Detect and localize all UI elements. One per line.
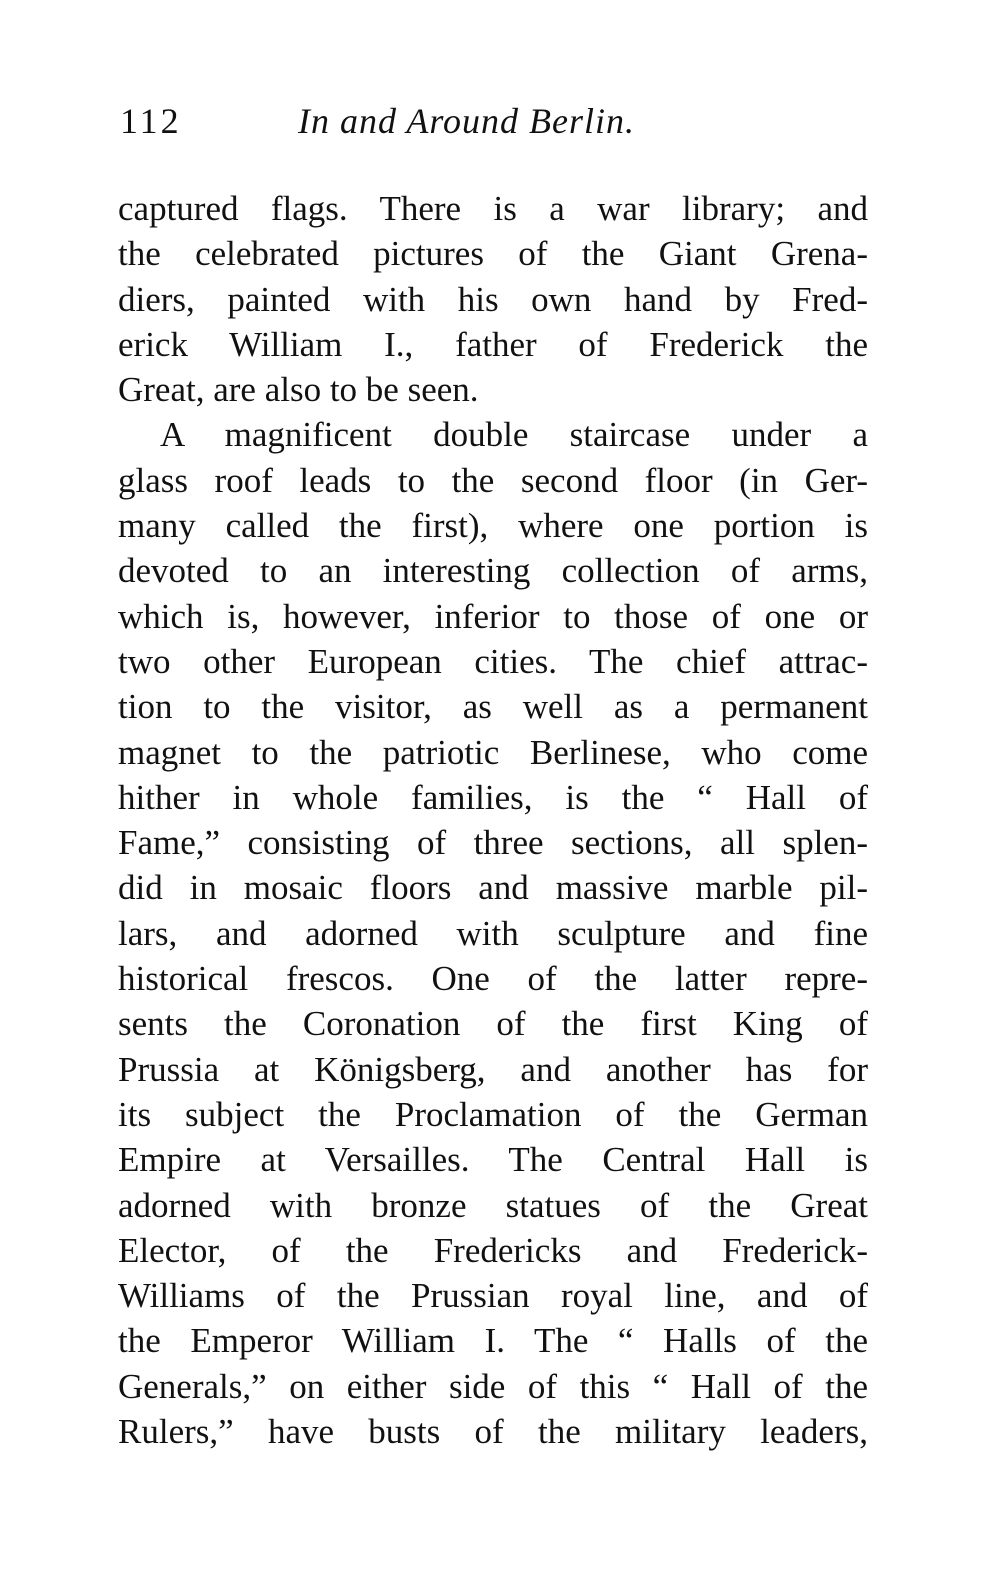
text-line: captured flags. There is a war library; and [118,189,868,228]
paragraph-2 [118,412,868,1454]
text-line: devoted to an interesting collection of arms, [118,551,868,591]
text-line: glass roof leads to the second floor (in Ger- [118,460,868,500]
text-line: which is, however, inferior to those of one or [118,596,868,636]
text-line: its subject the Proclamation of the German [118,1094,868,1134]
text-line: two other European cities. The chief attrac- [118,641,868,681]
text-line: erick William I., father of Frederick the [118,324,868,364]
paragraph-1 [118,186,868,412]
text-line: Fame,” consisting of three sections, all splen- [118,823,868,863]
text-line: tion to the visitor, as well as a permanent [118,687,868,727]
text-line: the Emperor William I. The “ Halls of the [118,1321,868,1361]
text-line: Empire at Versailles. The Central Hall is [118,1140,868,1180]
running-title: In and Around Berlin. [298,101,635,141]
text-line: Rulers,” have busts of the military leaders, [118,1412,868,1452]
text-line: Great, are also to be seen. [118,370,479,410]
text-line: the celebrated pictures of the Giant Grena- [118,234,868,274]
text-line: lars, and adorned with sculpture and fine [118,913,868,953]
text-line: Generals,” on either side of this “ Hall of the [118,1366,868,1406]
text-line: sents the Coronation of the first King of [118,1004,868,1044]
body-text [118,186,868,1454]
text-line: A magnificent double staircase under a [160,415,868,455]
text-line: many called the first), where one portion is [118,506,868,546]
text-line: hither in whole families, is the “ Hall of [118,777,868,817]
text-line: diers, painted with his own hand by Fred- [118,279,868,319]
text-line: Williams of the Prussian royal line, and of [118,1276,868,1316]
running-head [118,96,878,146]
text-line: Elector, of the Fredericks and Frederick- [118,1230,868,1270]
page-number: 112 [120,101,182,141]
text-line: magnet to the patriotic Berlinese, who come [118,732,868,772]
text-line: did in mosaic floors and massive marble pil- [118,868,868,908]
text-line: historical frescos. One of the latter repre- [118,959,868,999]
text-line: Prussia at Königsberg, and another has for [118,1049,868,1089]
text-line: adorned with bronze statues of the Great [118,1185,868,1225]
